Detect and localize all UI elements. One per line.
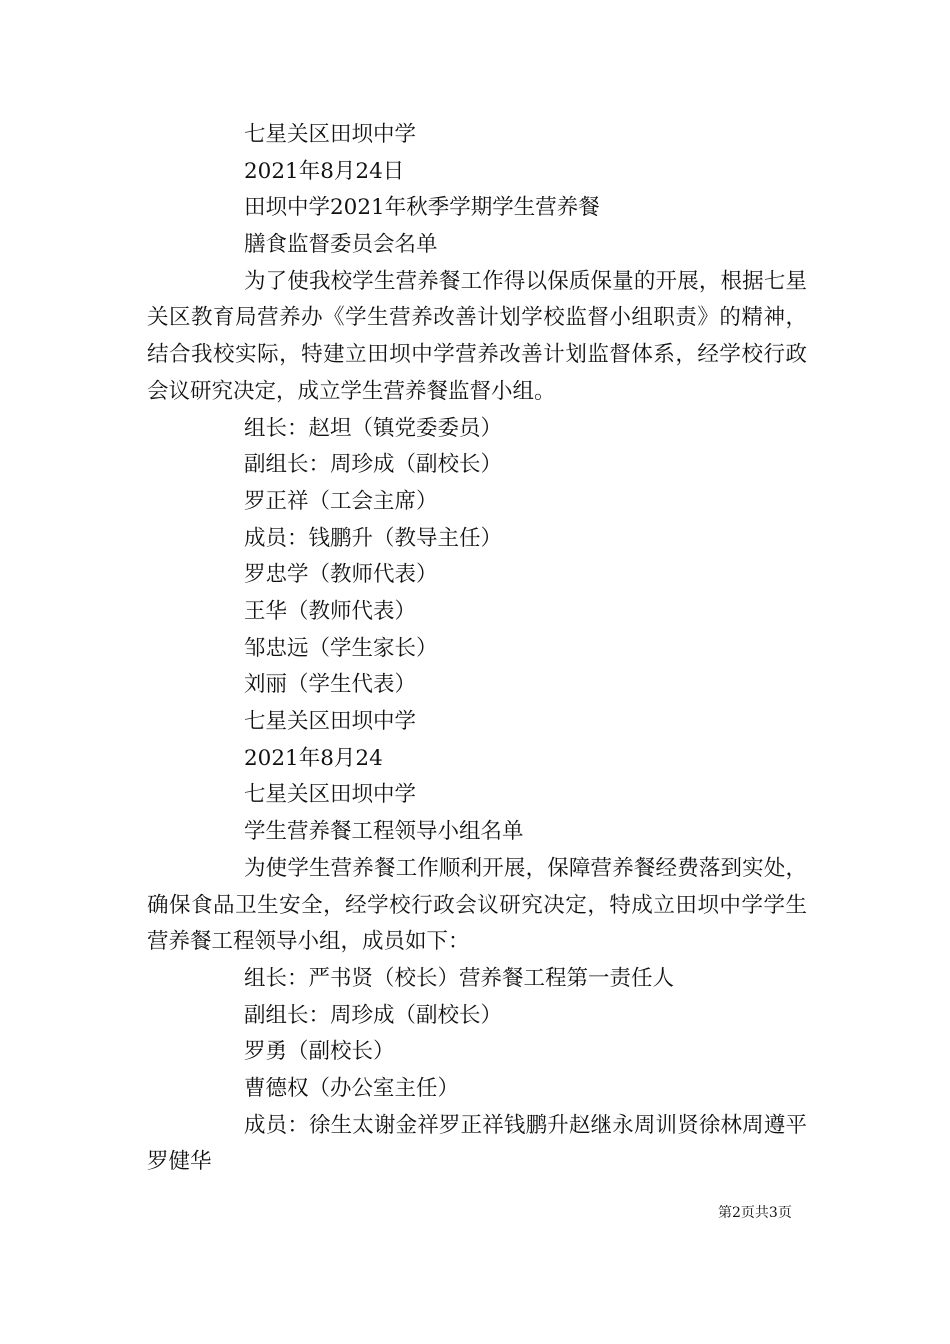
school-name-line: 七星关区田坝中学 [244, 782, 417, 808]
date-line: 2021年8月24日 [244, 158, 405, 184]
committee-line: 副组长：周珍成（副校长） [244, 452, 503, 478]
section-title-line-2: 膳食监督委员会名单 [244, 232, 438, 258]
leader-line: 罗勇（副校长） [244, 1039, 395, 1065]
school-name-line: 七星关区田坝中学 [244, 709, 417, 735]
section-title-line: 学生营养餐工程领导小组名单 [244, 819, 524, 845]
committee-line: 刘丽（学生代表） [244, 672, 417, 698]
leader-line: 曹德权（办公室主任） [244, 1075, 460, 1101]
leader-line: 副组长：周珍成（副校长） [244, 1002, 503, 1028]
leader-line: 组长：严书贤（校长）营养餐工程第一责任人 [244, 965, 675, 991]
committee-line: 成员：钱鹏升（教导主任） [244, 525, 503, 551]
members-paragraph: 成员：徐生太谢金祥罗正祥钱鹏升赵继永周训贤徐林周遵平罗健华 [147, 1112, 807, 1175]
date-line: 2021年8月24 [244, 745, 383, 771]
school-name-line: 七星关区田坝中学 [244, 122, 417, 147]
intro-paragraph: 为了使我校学生营养餐工作得以保质保量的开展，根据七星关区教育局营养办《学生营养改善计划学校监督小组职责》的精神，结合我校实际，特建立田坝中学营养改善计划监督体系，经学校行政会议研究决定，成立学生营养餐监督小组。 [147, 268, 807, 404]
section-title-line-1: 田坝中学2021年秋季学期学生营养餐 [244, 195, 600, 221]
leadership-paragraph: 为使学生营养餐工作顺利开展，保障营养餐经费落到实处，确保食品卫生安全，经学校行政会议研究决定，特成立田坝中学学生营养餐工程领导小组，成员如下： [147, 855, 807, 955]
committee-line: 邹忠远（学生家长） [244, 635, 438, 661]
committee-line: 罗正祥（工会主席） [244, 488, 438, 514]
page-number-footer: 第2页共3页 [718, 1205, 792, 1221]
document-body [147, 117, 807, 1181]
committee-line: 罗忠学（教师代表） [244, 562, 438, 588]
committee-line: 组长：赵坦（镇党委委员） [244, 415, 503, 441]
committee-line: 王华（教师代表） [244, 599, 417, 624]
